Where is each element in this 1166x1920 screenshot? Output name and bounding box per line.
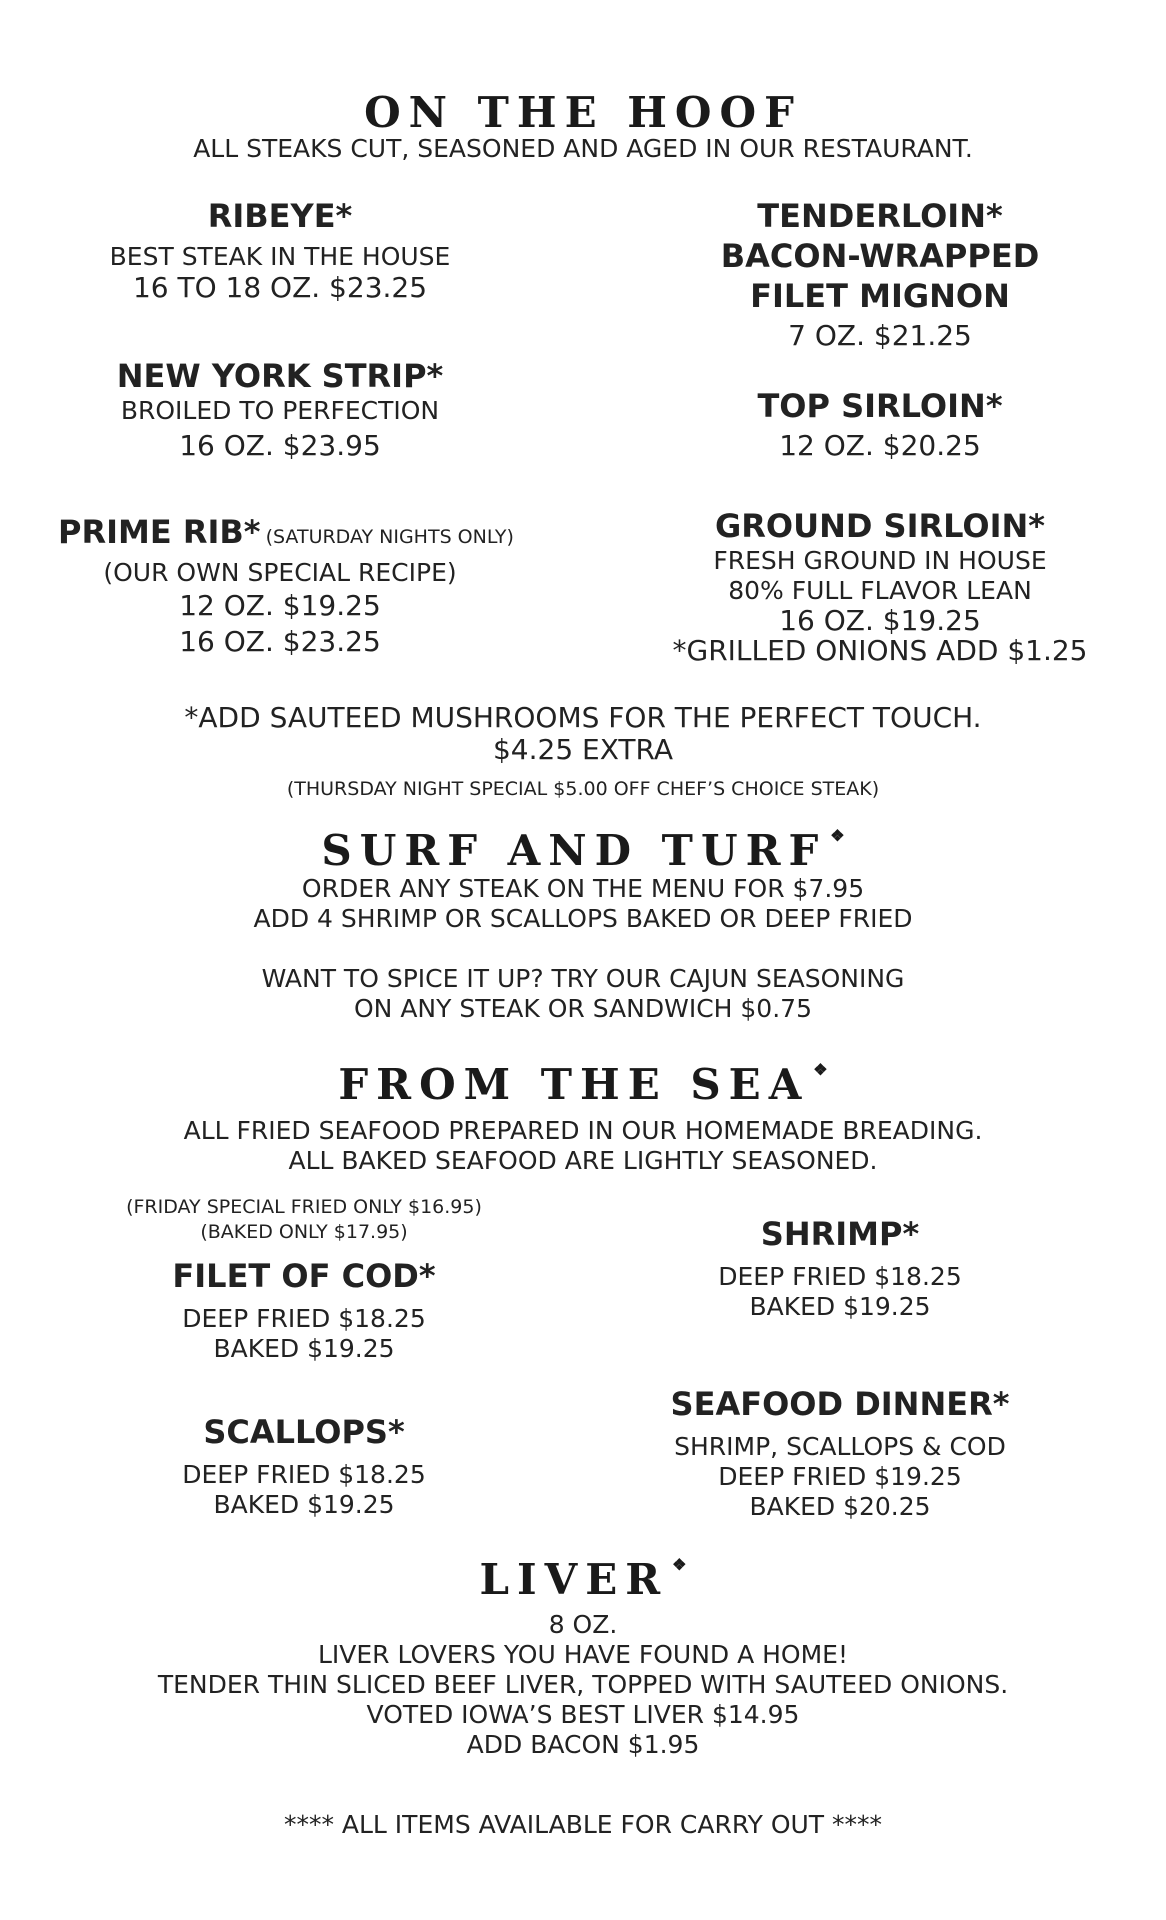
- friday-line-2: (BAKED ONLY $17.95): [200, 1221, 408, 1243]
- mushrooms-note: [0, 702, 1166, 766]
- item-name: TOP SIRLOIN*: [757, 387, 1003, 425]
- surf-line-4: ON ANY STEAK OR SANDWICH $0.75: [354, 994, 812, 1023]
- menu-item-ground-sirloin: [640, 506, 1120, 666]
- mushrooms-line-1: *ADD SAUTEED MUSHROOMS FOR THE PERFECT TOUCH.: [184, 701, 982, 734]
- diamond-icon: ❖: [830, 826, 845, 845]
- item-baked: BAKED $19.25: [749, 1292, 931, 1321]
- sea-intro-1: ALL FRIED SEAFOOD PREPARED IN OUR HOMEMADE BREADING.: [183, 1116, 983, 1145]
- item-fried: DEEP FRIED $19.25: [718, 1462, 962, 1491]
- item-desc-2: 80% FULL FLAVOR LEAN: [728, 576, 1032, 605]
- item-name-1: TENDERLOIN*: [757, 197, 1003, 235]
- section-title-hoof: ON THE HOOF: [364, 88, 802, 137]
- sea-intro-2: ALL BAKED SEAFOOD ARE LIGHTLY SEASONED.: [288, 1146, 878, 1175]
- item-name: SEAFOOD DINNER*: [670, 1385, 1010, 1423]
- item-name: GROUND SIRLOIN*: [714, 507, 1046, 545]
- section-liver: [0, 1555, 1166, 1604]
- item-name-2: BACON-WRAPPED: [720, 237, 1040, 275]
- item-price: 12 OZ. $20.25: [779, 429, 981, 462]
- liver-line-1: 8 OZ.: [548, 1610, 618, 1639]
- menu-item-shrimp: [640, 1214, 1040, 1322]
- liver-line-2: LIVER LOVERS YOU HAVE FOUND A HOME!: [317, 1640, 849, 1669]
- sea-intro: [0, 1116, 1166, 1176]
- item-desc: BROILED TO PERFECTION: [120, 396, 440, 425]
- item-desc: (OUR OWN SPECIAL RECIPE): [103, 558, 457, 587]
- item-name: SCALLOPS*: [203, 1413, 405, 1451]
- item-name: FILET OF COD*: [172, 1257, 436, 1295]
- liver-body: [0, 1610, 1166, 1760]
- item-baked: BAKED $19.25: [213, 1490, 395, 1519]
- item-price: 16 OZ. $23.95: [179, 429, 381, 462]
- surf-line-1: ORDER ANY STEAK ON THE MENU FOR $7.95: [301, 874, 865, 903]
- menu-item-tenderloin: [680, 196, 1080, 352]
- item-name: NEW YORK STRIP*: [116, 357, 444, 395]
- hoof-subtitle: ALL STEAKS CUT, SEASONED AND AGED IN OUR RESTAURANT.: [193, 134, 973, 163]
- item-name: SHRIMP*: [760, 1215, 920, 1253]
- section-surf: [0, 826, 1166, 875]
- surf-line-3: WANT TO SPICE IT UP? TRY OUR CAJUN SEASONING: [261, 964, 905, 993]
- item-desc: SHRIMP, SCALLOPS & COD: [674, 1432, 1006, 1461]
- friday-line-1: (FRIDAY SPECIAL FRIED ONLY $16.95): [126, 1196, 482, 1218]
- item-desc: BEST STEAK IN THE HOUSE: [109, 242, 451, 271]
- item-baked: BAKED $20.25: [749, 1492, 931, 1521]
- section-title-surf: SURF AND TURF ❖: [321, 826, 845, 875]
- thursday-special: (THURSDAY NIGHT SPECIAL $5.00 OFF CHEF’S CHOICE STEAK): [286, 778, 880, 800]
- menu-item-ribeye: [80, 196, 480, 304]
- item-price-12oz: 12 OZ. $19.25: [179, 589, 381, 622]
- item-price: 7 OZ. $21.25: [788, 319, 972, 352]
- section-sea: [0, 1060, 1166, 1109]
- item-price-16oz: 16 OZ. $23.25: [179, 625, 381, 658]
- item-desc-1: FRESH GROUND IN HOUSE: [713, 546, 1047, 575]
- item-fried: DEEP FRIED $18.25: [718, 1262, 962, 1291]
- menu-item-scallops: [104, 1412, 504, 1520]
- item-name-3: FILET MIGNON: [750, 277, 1010, 315]
- item-price: 16 TO 18 OZ. $23.25: [132, 271, 428, 304]
- item-fried: DEEP FRIED $18.25: [182, 1304, 426, 1333]
- friday-special: [104, 1195, 504, 1245]
- item-name: RIBEYE*: [207, 197, 353, 235]
- item-price: 16 OZ. $19.25: [779, 604, 981, 637]
- section-title-sea: FROM THE SEA ❖: [338, 1060, 828, 1109]
- surf-line-2: ADD 4 SHRIMP OR SCALLOPS BAKED OR DEEP FRIED: [253, 904, 913, 933]
- diamond-icon: ❖: [813, 1060, 828, 1079]
- item-note: (SATURDAY NIGHTS ONLY): [265, 526, 514, 548]
- liver-line-4: VOTED IOWA’S BEST LIVER $14.95: [366, 1700, 800, 1729]
- menu-item-prime-rib-title: [58, 512, 514, 552]
- menu-item-seafood-dinner: [640, 1384, 1040, 1522]
- liver-line-5: ADD BACON $1.95: [466, 1730, 700, 1759]
- liver-line-3: TENDER THIN SLICED BEEF LIVER, TOPPED WITH SAUTEED ONIONS.: [157, 1670, 1009, 1699]
- menu-item-cod: [104, 1256, 504, 1364]
- item-name: PRIME RIB*: [58, 513, 261, 551]
- menu-item-ny-strip: [80, 356, 480, 462]
- section-hoof: [0, 88, 1166, 137]
- menu-item-top-sirloin: [680, 386, 1080, 462]
- mushrooms-line-2: $4.25 EXTRA: [492, 733, 674, 766]
- carry-out-footer: **** ALL ITEMS AVAILABLE FOR CARRY OUT ****: [283, 1810, 883, 1839]
- surf-body: [0, 874, 1166, 1024]
- item-baked: BAKED $19.25: [213, 1334, 395, 1363]
- menu-item-prime-rib: [80, 558, 480, 658]
- item-addon: *GRILLED ONIONS ADD $1.25: [672, 634, 1088, 667]
- item-fried: DEEP FRIED $18.25: [182, 1460, 426, 1489]
- diamond-icon: ❖: [672, 1555, 687, 1574]
- section-title-liver: LIVER ❖: [479, 1555, 687, 1604]
